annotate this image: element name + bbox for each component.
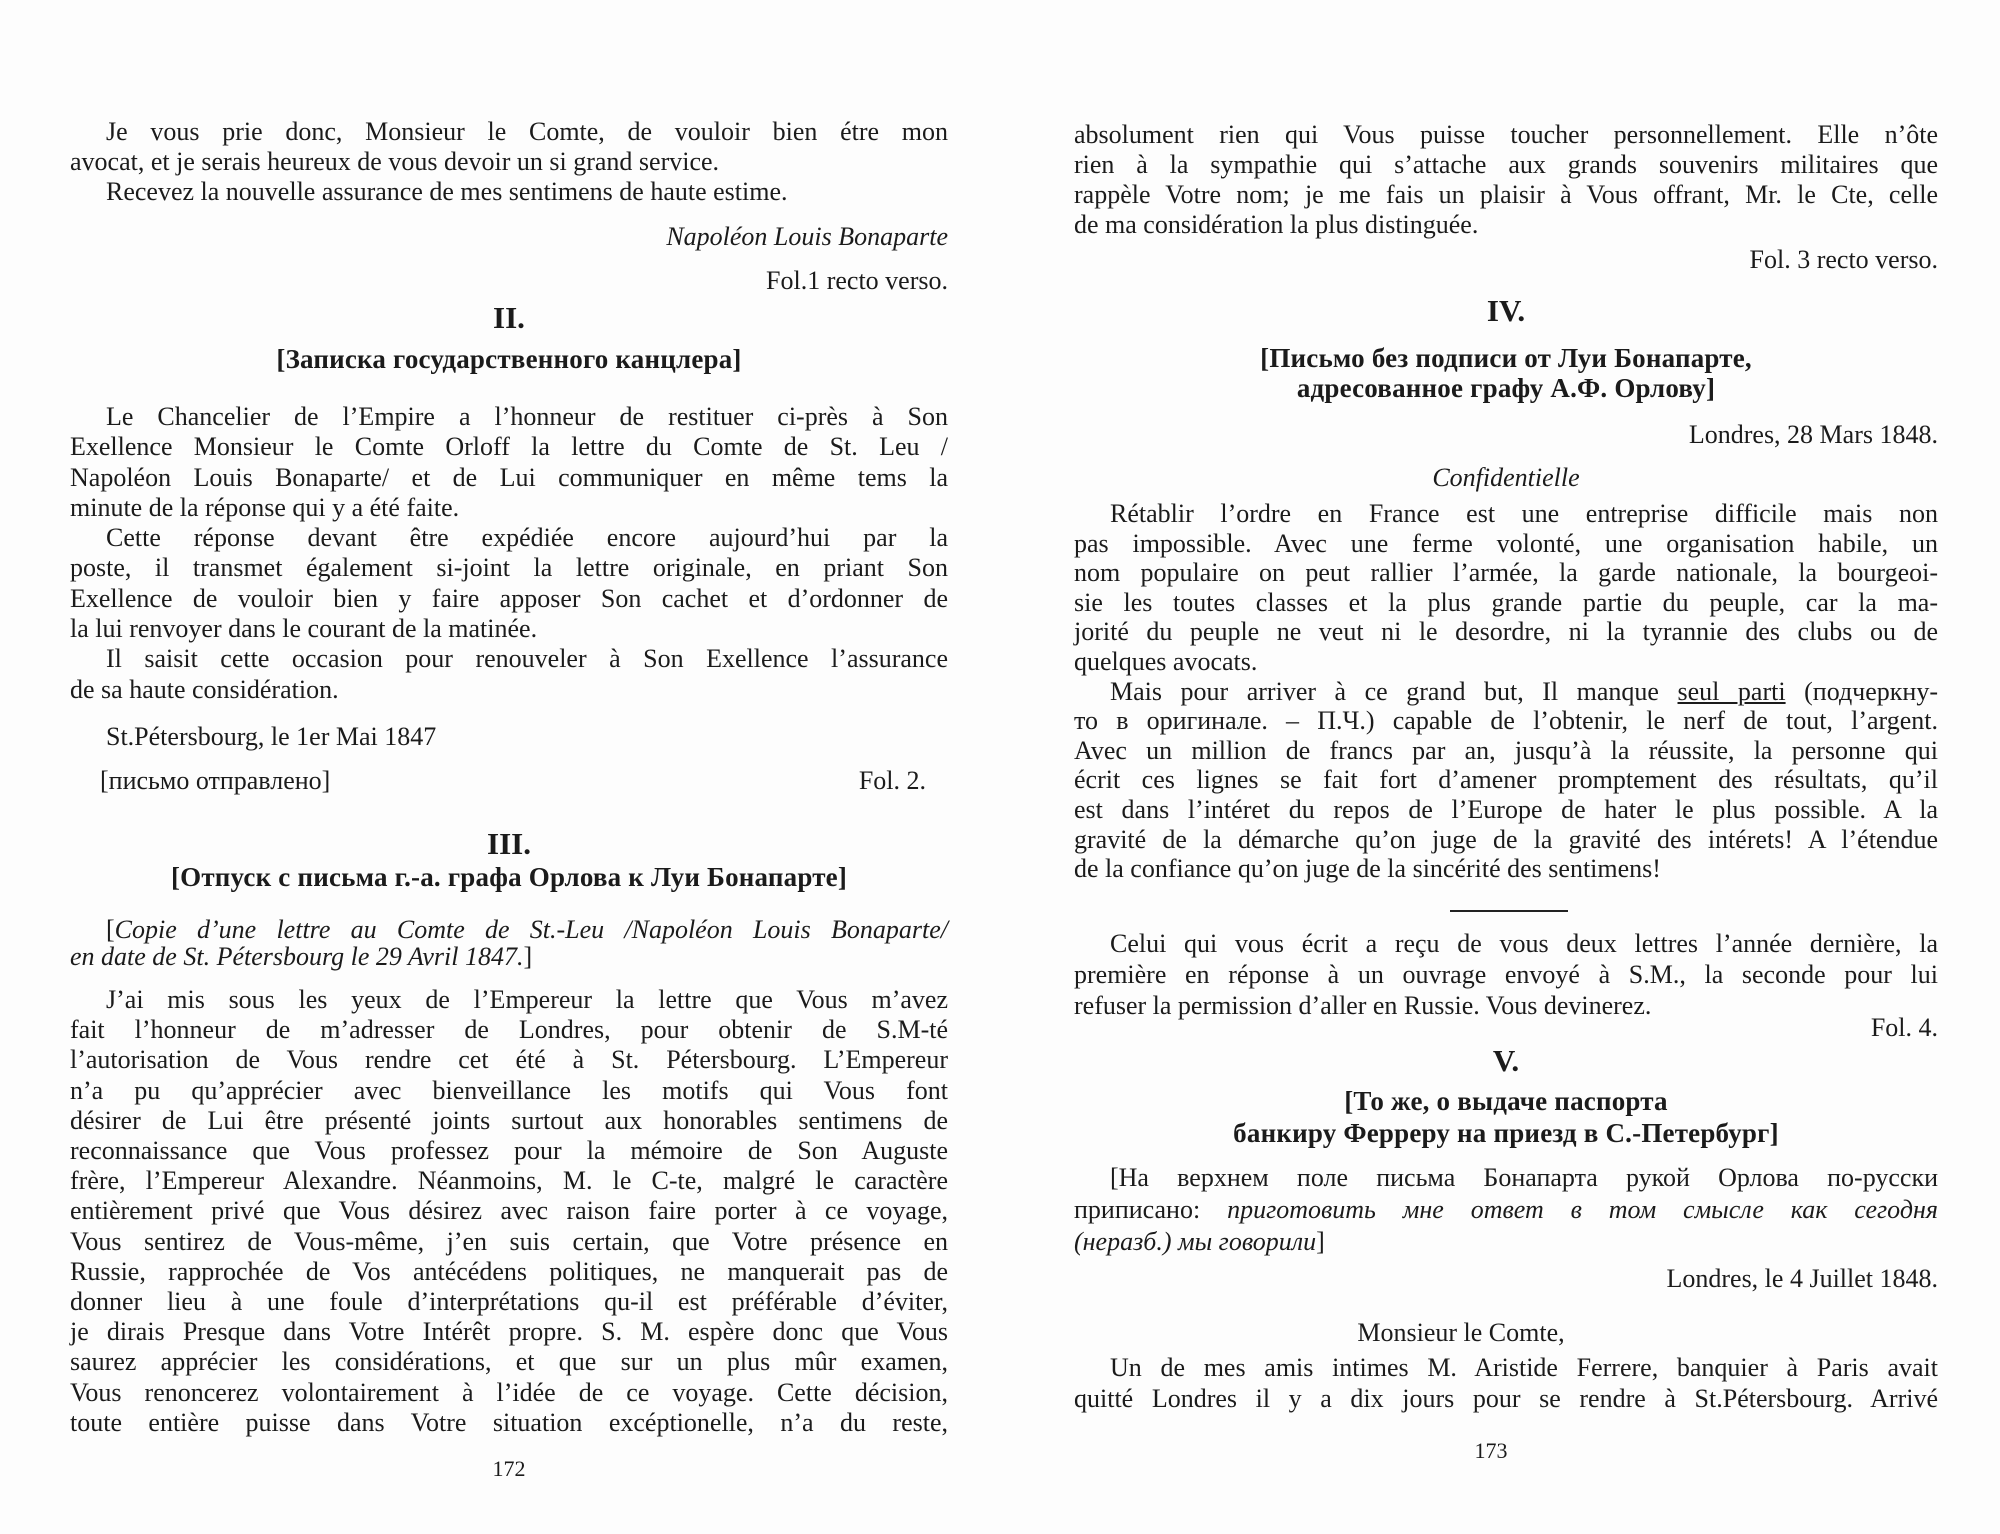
signature: Napoléon Louis Bonaparte [666,222,948,251]
confidential-label: Confidentielle [1432,463,1580,492]
text-line: refuser la permission d’aller en Russie. Vous devinerez. [1074,991,1652,1020]
copy-note [70,916,948,970]
section-number: III. [487,826,531,861]
text-line: Napoléon Louis Bonaparte/ et de Lui communiquer en même tems la [70,462,948,492]
page-number: 172 [492,1456,526,1481]
copy-note-text: en date de St. Pétersbourg le 29 Avril 1847. [70,942,524,971]
copy-note-text: Copie d’une lettre au Comte de St.-Leu /Napoléon Louis Bonaparte/ [114,915,948,944]
text-line: Rétablir l’ordre en France est une entreprise difficile mais non [1110,499,1938,528]
handwritten-note-text: (неразб.) мы говорили [1074,1227,1317,1256]
folio-reference: Fol. 2. [858,766,926,795]
text-line [70,916,948,943]
date-line: St.Pétersbourg, le 1er Mai 1847 [106,722,437,751]
text-line: Celui qui vous écrit a reçu de vous deux lettres l’année dernière, la [1110,929,1938,958]
section-body [1074,499,1938,884]
text-segment: приписано: [1074,1195,1228,1224]
section-body [70,402,948,705]
bracket: [ [106,915,115,944]
text-line: nom populaire on peut rallier l’armée, la garde nationale, la bourgeoi- [1074,558,1938,588]
text-line: Cette réponse devant être expédiée encore aujourd’hui par la [106,523,948,553]
right-page-173 [1074,0,1938,1534]
title-line: адресованное графу А.Ф. Орлову] [1296,373,1716,403]
text-line: saurez apprécier les considérations, et que sur un plus mûr examen, [70,1347,948,1377]
section-number: V. [1492,1043,1520,1078]
text-line: Exellence de vouloir bien y faire apposer Son cachet et d’ordonner de [70,583,948,613]
text-line: Vous sentirez de Vous-même, j’en suis certain, que Votre présence en [70,1226,948,1256]
text-line: jorité du peuple ne veut ni le desordre, ni la tyrannie des clubs ou de [1074,617,1938,647]
section-title [1074,343,1938,403]
section-body [70,985,948,1438]
text-line: la lui renvoyer dans le courant de la matinée. [70,614,538,644]
title-line: [То же, о выдаче паспорта [1344,1086,1668,1116]
text-line: entièrement privé que Vous désirez avec raison faire porter à ce voyage, [70,1196,948,1226]
text-line: de la confiance qu’on juge de la sincérité des sentimens! [1074,854,1661,884]
bracket: ] [523,942,533,971]
text-line: [На верхнем поле письма Бонапарта рукой Орлова по-русски [1110,1163,1938,1192]
text-line: Avec un million de francs par an, jusqu’à la réussite, la personne qui [1074,735,1938,765]
section-number: IV. [1486,293,1526,328]
title-line: банкиру Ферреру на приезд в С.-Петербург] [1233,1118,1779,1148]
title-line: [Письмо без подписи от Луи Бонапарте, [1260,343,1752,373]
note-row [70,766,948,796]
section-number: II. [493,300,525,335]
text-line: de sa haute considération. [70,674,339,704]
folio-reference: Fol. 3 recto verso. [1749,245,1938,274]
text-line: то в оригинале. – П.Ч.) capable de l’obtenir, le nerf de tout, l’argent. [1074,706,1938,736]
text-line: donner lieu à une foule d’interprétations qu-il est préférable d’éviter, [70,1287,948,1317]
text-line: Il saisit cette occasion pour renouveler à Son Exellence l’assurance [106,644,948,674]
separator-rule [1450,910,1568,912]
text-line [70,943,948,970]
text-line: quitté Londres il y a dix jours pour se rendre à St.Pétersbourg. Arrivé [1074,1384,1938,1413]
archival-note [1074,1162,1938,1258]
text-line: Recevez la nouvelle assurance de mes sentimens de haute estime. [106,177,788,206]
text-line: Russie, rapprochée de Vos antécédens politiques, ne manquerait pas de [70,1256,948,1286]
text-line: Un de mes amis intimes M. Aristide Ferrere, banquier à Paris avait [1110,1353,1938,1382]
date-line: Londres, le 4 Juillet 1848. [1666,1264,1938,1293]
handwritten-note-text: приготовить мне ответ в том смысле как сегодня [1227,1195,1938,1224]
dispatch-note: [письмо отправлено] [100,766,331,795]
text-line: quelques avocats. [1074,646,1258,676]
page-number: 173 [1474,1438,1508,1463]
folio-reference: Fol. 4. [1870,1013,1938,1042]
text-line: est dans l’intéret du repos de l’Europe de hater le plus possible. A la [1074,794,1938,824]
text-line: Je vous prie donc, Monsieur le Comte, de vouloir bien étre mon [106,117,948,146]
underlined-text: seul parti [1677,676,1786,706]
text-line: sie les toutes classes et la plus grande partie du peuple, car la ma- [1074,587,1938,617]
text-line: de ma considération la plus distinguée. [1074,210,1479,239]
text-line: rappèle Votre nom; je me fais un plaisir à Vous offrant, Mr. le Cte, celle [1074,180,1938,209]
text-line: désirer de Lui être présenté joints surtout aux honorables sentimens de [70,1105,948,1135]
text-line: J’ai mis sous les yeux de l’Empereur la lettre que Vous m’avez [106,985,948,1014]
text-line [1074,1226,1938,1258]
text-line: reconnaissance que Vous professez pour la mémoire de Son Auguste [70,1136,948,1166]
postscript [1074,928,1938,1021]
text-line: rien à la sympathie qui s’attache aux grands souvenirs militaires que [1074,150,1938,179]
text-line: Exellence Monsieur le Comte Orloff la lettre du Comte de St. Leu / [70,432,948,462]
section-title: [Записка государственного канцлера] [276,344,742,374]
text-line: l’autorisation de Vous rendre cet été à St. Pétersbourg. L’Empereur [70,1045,948,1075]
left-page-172 [70,0,948,1534]
text-line: pas impossible. Avec une ferme volonté, une organisation habile, un [1074,528,1938,558]
text-line: minute de la réponse qui y a été faite. [70,492,460,522]
letter-closing [1074,120,1938,240]
text-line: avocat, et je serais heureux de vous devoir un si grand service. [70,147,720,176]
text-line: Vous renoncerez volontairement à l’idée de ce voyage. Cette décision, [70,1377,948,1407]
text-line: gravité de la démarche qu’on juge de la gravité des intérets! A l’étendue [1074,824,1938,854]
section-body [1074,1352,1938,1414]
text-line: absolument rien qui Vous puisse toucher personnellement. Elle n’ôte [1074,120,1938,149]
text-line: n’a pu qu’apprécier avec bienveillance les motifs qui Vous font [70,1075,948,1105]
text-line: je dirais Presque dans Votre Intérêt propre. S. M. espère donc que Vous [70,1317,948,1347]
text-line: poste, il transmet également si-joint la lettre originale, en priant Son [70,553,948,583]
text-line [1074,677,1938,707]
text-line [1074,1194,1938,1226]
section-title: [Отпуск с письма г.-а. графа Орлова к Луи Бонапарте] [170,862,848,892]
date-line: Londres, 28 Mars 1848. [1688,420,1938,449]
text-segment: Mais pour arriver à ce grand but, Il manque [1110,676,1678,706]
text-line: écrit ces lignes se fait fort d’amener promptement des résultats, qu’il [1074,765,1938,795]
bracket: ] [1316,1227,1325,1256]
folio-reference: Fol.1 recto verso. [766,266,948,295]
section-title [1074,1085,1938,1149]
text-line: fait l’honneur de m’adresser de Londres, pour obtenir de S.M-té [70,1015,948,1045]
text-line: frère, l’Empereur Alexandre. Néanmoins, M. le C-te, malgré le caractère [70,1166,948,1196]
text-line: Le Chancelier de l’Empire a l’honneur de restituer ci-près à Son [106,402,948,431]
salutation: Monsieur le Comte, [1357,1318,1565,1347]
letter-closing [70,117,948,207]
text-segment: (подчеркну- [1785,676,1939,706]
text-line: toute entière puisse dans Votre situation excéptionelle, n’a du reste, [70,1407,948,1437]
text-line: première en réponse à un ouvrage envoyé à S.M., la seconde pour lui [1074,960,1938,989]
